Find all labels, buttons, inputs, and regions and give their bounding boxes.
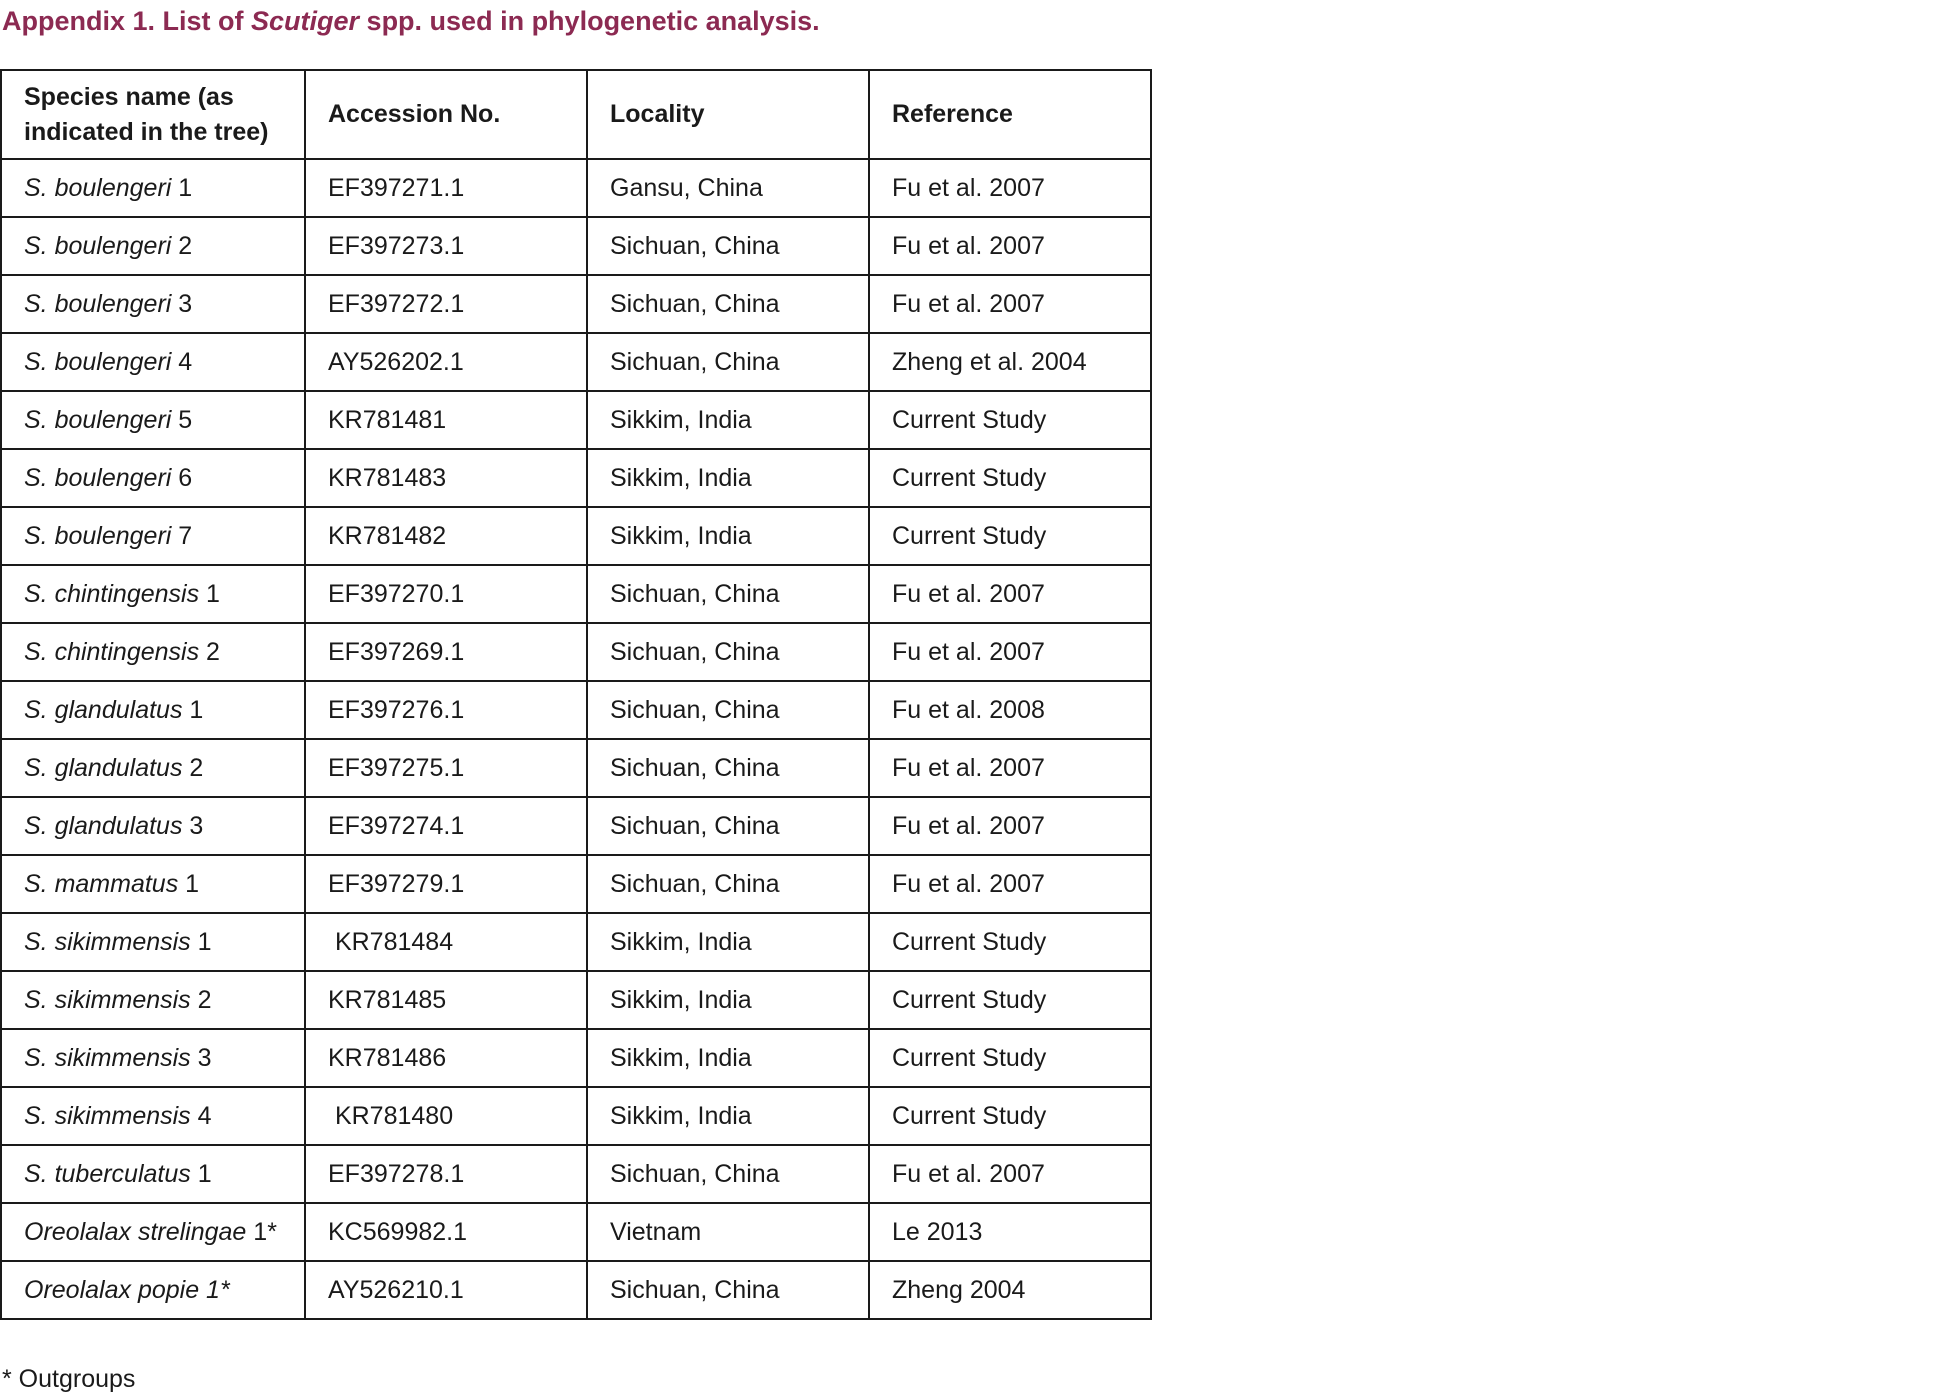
table-row <box>1 797 1151 855</box>
cell-locality: Sichuan, China <box>587 855 869 913</box>
species-number: 3 <box>182 811 204 840</box>
table-row <box>1 449 1151 507</box>
cell-locality: Sikkim, India <box>587 1029 869 1087</box>
cell-accession: EF397276.1 <box>305 681 587 739</box>
cell-species <box>1 1145 305 1203</box>
cell-locality: Sikkim, India <box>587 507 869 565</box>
table-row <box>1 1203 1151 1261</box>
cell-accession: KR781484 <box>305 913 587 971</box>
table-row <box>1 1087 1151 1145</box>
table-body <box>1 159 1151 1319</box>
species-number: 1 <box>182 695 204 724</box>
table-row <box>1 1145 1151 1203</box>
species-name: S. boulengeri <box>24 231 172 260</box>
species-number: 3 <box>171 289 193 318</box>
species-number: 1 <box>171 173 193 202</box>
table-row <box>1 217 1151 275</box>
cell-reference: Fu et al. 2008 <box>869 681 1151 739</box>
caption-suffix: spp. used in phylogenetic analysis. <box>359 6 820 36</box>
cell-accession: EF397279.1 <box>305 855 587 913</box>
cell-species <box>1 275 305 333</box>
cell-locality: Sikkim, India <box>587 1087 869 1145</box>
species-number: 4 <box>190 1101 212 1130</box>
cell-accession: KR781483 <box>305 449 587 507</box>
cell-locality: Sichuan, China <box>587 681 869 739</box>
table-row <box>1 507 1151 565</box>
cell-species <box>1 1029 305 1087</box>
cell-reference: Current Study <box>869 1029 1151 1087</box>
cell-reference: Fu et al. 2007 <box>869 739 1151 797</box>
species-name: S. boulengeri <box>24 521 172 550</box>
species-name: S. boulengeri <box>24 347 172 376</box>
cell-locality: Sikkim, India <box>587 913 869 971</box>
cell-locality: Sichuan, China <box>587 797 869 855</box>
species-name: S. glandulatus <box>24 753 183 782</box>
cell-species <box>1 217 305 275</box>
cell-locality: Sichuan, China <box>587 623 869 681</box>
species-number: 1* <box>246 1217 277 1246</box>
header-reference: Reference <box>869 70 1151 159</box>
table-row <box>1 391 1151 449</box>
species-name: S. chintingensis <box>24 637 200 666</box>
cell-locality: Sichuan, China <box>587 565 869 623</box>
cell-locality: Gansu, China <box>587 159 869 217</box>
species-name: S. sikimmensis <box>24 985 191 1014</box>
species-name: S. tuberculatus <box>24 1159 191 1188</box>
footnote: * Outgroups <box>2 1365 136 1393</box>
cell-accession: EF397274.1 <box>305 797 587 855</box>
cell-reference: Fu et al. 2007 <box>869 855 1151 913</box>
species-number: 2 <box>190 985 212 1014</box>
cell-locality: Sichuan, China <box>587 1261 869 1319</box>
cell-species <box>1 1261 305 1319</box>
cell-species <box>1 1203 305 1261</box>
cell-accession: EF397270.1 <box>305 565 587 623</box>
cell-locality: Vietnam <box>587 1203 869 1261</box>
cell-locality: Sikkim, India <box>587 971 869 1029</box>
appendix-caption <box>2 6 820 37</box>
cell-reference: Zheng et al. 2004 <box>869 333 1151 391</box>
cell-locality: Sichuan, China <box>587 217 869 275</box>
cell-accession: KR781481 <box>305 391 587 449</box>
species-number: 7 <box>171 521 193 550</box>
cell-species <box>1 159 305 217</box>
cell-accession: KR781482 <box>305 507 587 565</box>
cell-locality: Sichuan, China <box>587 739 869 797</box>
species-name: S. glandulatus <box>24 811 183 840</box>
cell-species <box>1 855 305 913</box>
header-accession: Accession No. <box>305 70 587 159</box>
cell-locality: Sikkim, India <box>587 391 869 449</box>
table-row <box>1 855 1151 913</box>
table-row <box>1 275 1151 333</box>
table-row <box>1 971 1151 1029</box>
cell-species <box>1 565 305 623</box>
cell-accession: EF397269.1 <box>305 623 587 681</box>
cell-reference: Current Study <box>869 913 1151 971</box>
cell-species <box>1 739 305 797</box>
cell-reference: Current Study <box>869 391 1151 449</box>
species-name: S. boulengeri <box>24 405 172 434</box>
cell-locality: Sikkim, India <box>587 449 869 507</box>
species-number: 3 <box>190 1043 212 1072</box>
cell-reference: Fu et al. 2007 <box>869 565 1151 623</box>
species-name: S. boulengeri <box>24 289 172 318</box>
table-row <box>1 681 1151 739</box>
species-number: 5 <box>171 405 193 434</box>
cell-reference: Fu et al. 2007 <box>869 275 1151 333</box>
table-header-row <box>1 70 1151 159</box>
species-number: 2 <box>199 637 220 666</box>
species-number: 2 <box>182 753 204 782</box>
species-name: Oreolalax strelingae <box>24 1217 247 1246</box>
cell-accession: EF397273.1 <box>305 217 587 275</box>
species-name: S. sikimmensis <box>24 1043 191 1072</box>
species-name: S. boulengeri <box>24 173 172 202</box>
species-number: 2 <box>171 231 193 260</box>
cell-accession: KC569982.1 <box>305 1203 587 1261</box>
cell-reference: Le 2013 <box>869 1203 1151 1261</box>
cell-reference: Current Study <box>869 1087 1151 1145</box>
cell-species <box>1 1087 305 1145</box>
cell-accession: EF397272.1 <box>305 275 587 333</box>
species-number: 1 <box>190 927 212 956</box>
cell-species <box>1 681 305 739</box>
cell-species <box>1 623 305 681</box>
cell-species <box>1 971 305 1029</box>
table-row <box>1 1029 1151 1087</box>
cell-reference: Current Study <box>869 449 1151 507</box>
cell-reference: Current Study <box>869 971 1151 1029</box>
cell-accession: EF397271.1 <box>305 159 587 217</box>
species-number: 1 <box>199 579 220 608</box>
caption-genus: Scutiger <box>251 6 360 36</box>
cell-accession: KR781480 <box>305 1087 587 1145</box>
species-name: S. glandulatus <box>24 695 183 724</box>
table-row <box>1 333 1151 391</box>
cell-species <box>1 449 305 507</box>
cell-species <box>1 797 305 855</box>
species-table <box>0 69 1152 1320</box>
species-name: S. sikimmensis <box>24 927 191 956</box>
cell-reference: Fu et al. 2007 <box>869 217 1151 275</box>
cell-locality: Sichuan, China <box>587 1145 869 1203</box>
cell-locality: Sichuan, China <box>587 275 869 333</box>
species-name: S. sikimmensis <box>24 1101 191 1130</box>
cell-reference: Fu et al. 2007 <box>869 1145 1151 1203</box>
cell-reference: Fu et al. 2007 <box>869 797 1151 855</box>
cell-reference: Fu et al. 2007 <box>869 623 1151 681</box>
cell-accession: AY526210.1 <box>305 1261 587 1319</box>
cell-species <box>1 391 305 449</box>
table-row <box>1 565 1151 623</box>
species-name: S. chintingensis <box>24 579 200 608</box>
header-species: Species name (as indicated in the tree) <box>1 70 305 159</box>
caption-prefix: Appendix 1. List of <box>2 6 252 36</box>
species-name: S. boulengeri <box>24 463 172 492</box>
table-row <box>1 1261 1151 1319</box>
species-name: S. mammatus <box>24 869 179 898</box>
species-name: Oreolalax popie 1* <box>24 1275 230 1304</box>
cell-species <box>1 333 305 391</box>
cell-accession: KR781486 <box>305 1029 587 1087</box>
cell-reference: Fu et al. 2007 <box>869 159 1151 217</box>
table-row <box>1 623 1151 681</box>
species-number: 1 <box>178 869 200 898</box>
cell-reference: Zheng 2004 <box>869 1261 1151 1319</box>
table-row <box>1 913 1151 971</box>
cell-species <box>1 507 305 565</box>
cell-reference: Current Study <box>869 507 1151 565</box>
header-locality: Locality <box>587 70 869 159</box>
cell-accession: EF397275.1 <box>305 739 587 797</box>
species-number: 6 <box>171 463 193 492</box>
cell-accession: AY526202.1 <box>305 333 587 391</box>
species-number: 1 <box>190 1159 212 1188</box>
table-row <box>1 739 1151 797</box>
cell-locality: Sichuan, China <box>587 333 869 391</box>
cell-accession: KR781485 <box>305 971 587 1029</box>
species-number: 4 <box>171 347 193 376</box>
table-row <box>1 159 1151 217</box>
cell-species <box>1 913 305 971</box>
cell-accession: EF397278.1 <box>305 1145 587 1203</box>
